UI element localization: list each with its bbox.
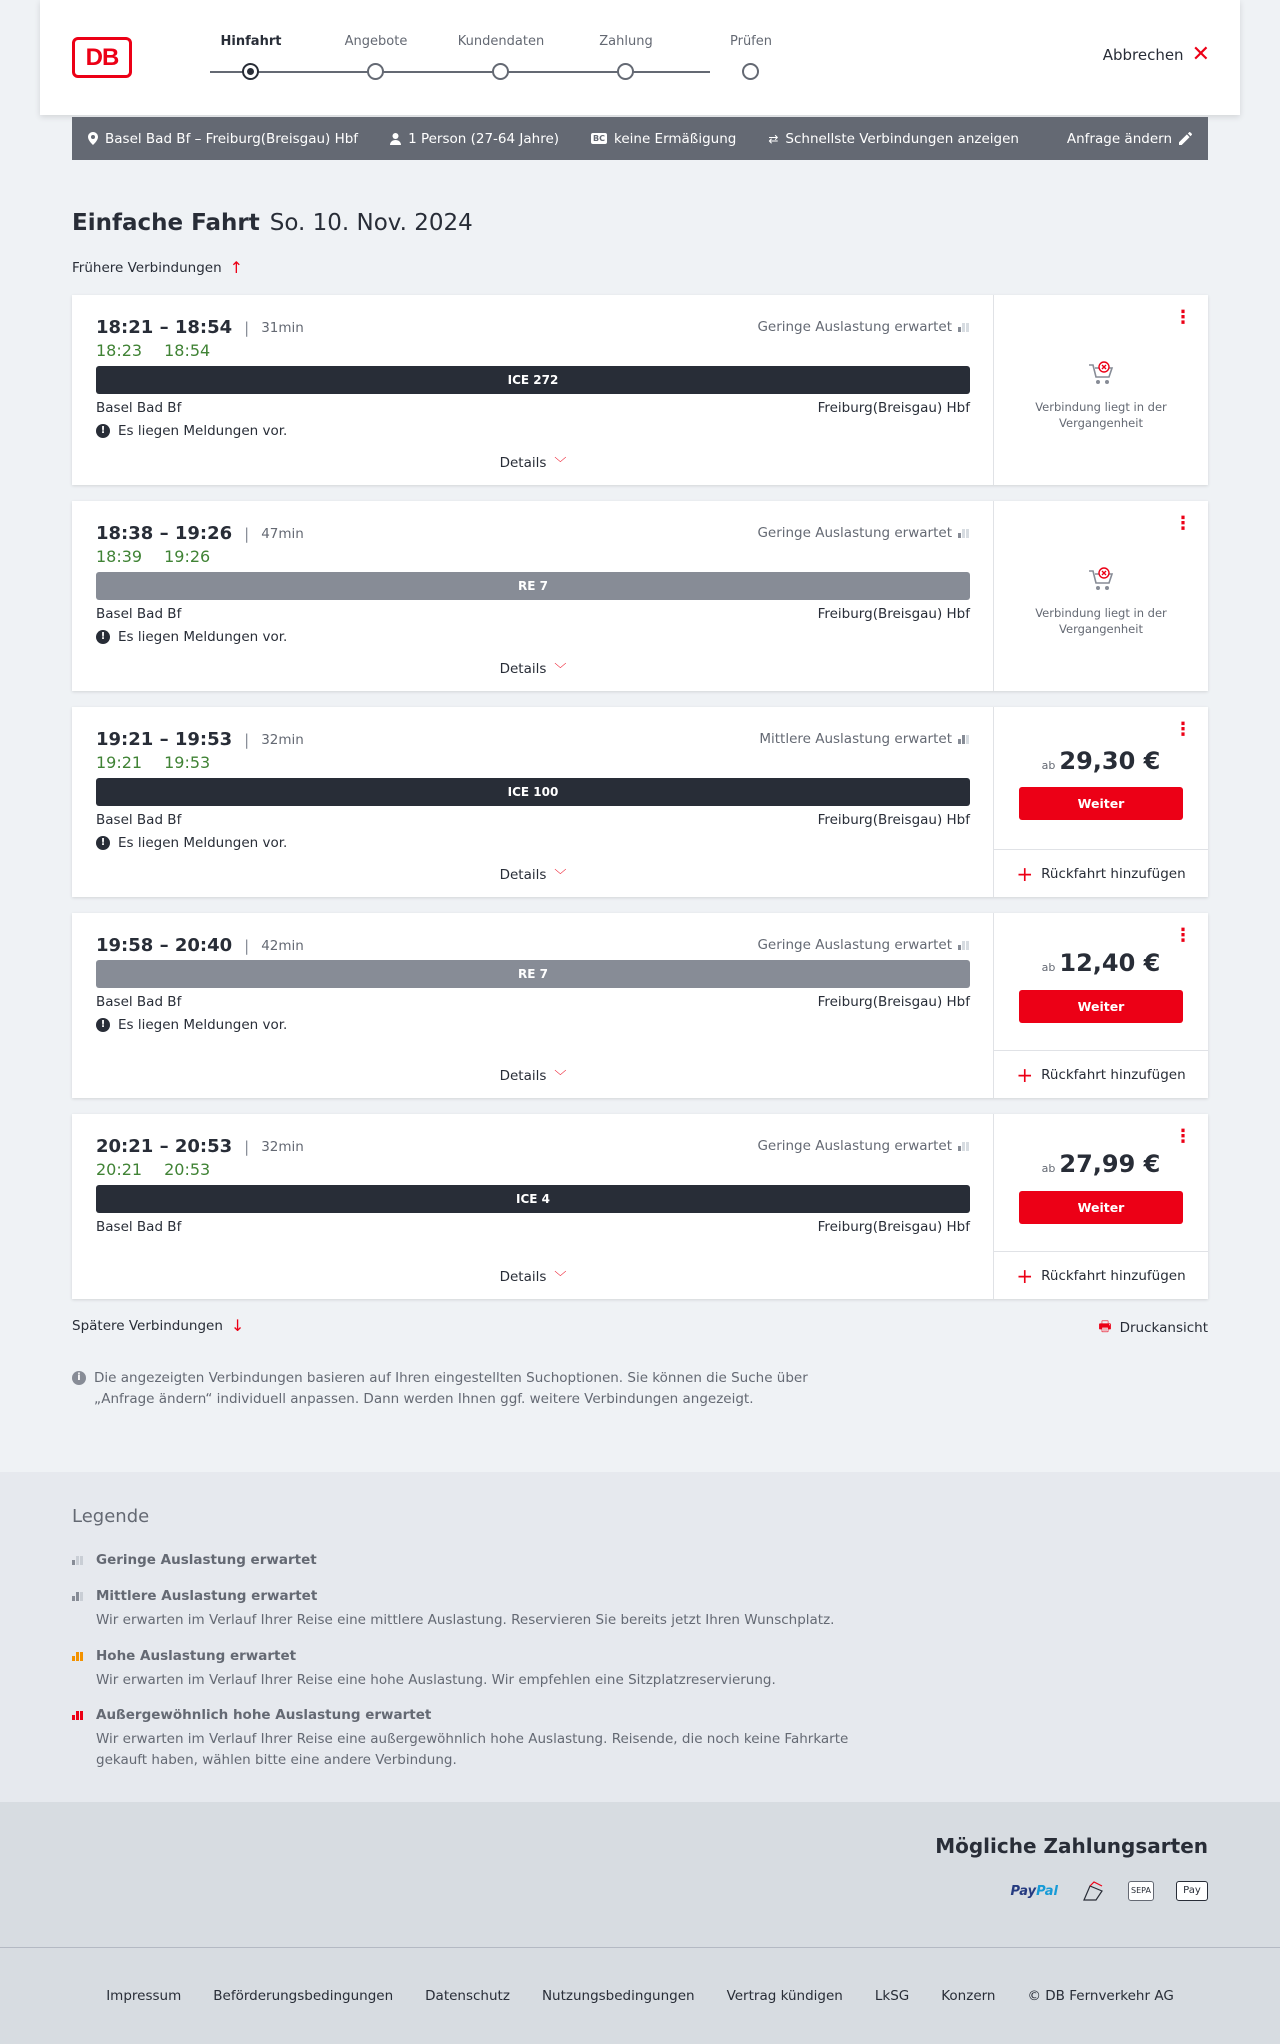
departure-station: Basel Bad Bf <box>96 606 182 622</box>
step-label: Angebote <box>344 34 408 49</box>
payment-methods <box>0 1802 1280 1948</box>
edit-request-button[interactable] <box>1067 131 1192 147</box>
chevron-down-icon: ﹀ <box>554 456 567 470</box>
occupancy-low-icon <box>958 529 969 538</box>
notice-text: Es liegen Meldungen vor. <box>118 1017 288 1033</box>
legend-item-desc: Wir erwarten im Verlauf Ihrer Reise eine mittlere Auslastung. Reservieren Sie bereits jetzt Ihren Wunschplatz. <box>96 1612 835 1628</box>
occupancy-indicator <box>759 731 969 747</box>
sepa-icon: SEPA <box>1128 1881 1154 1901</box>
later-label: Spätere Verbindungen <box>72 1317 223 1334</box>
more-options-icon[interactable]: ⋮ <box>1174 925 1192 946</box>
stations <box>96 606 970 622</box>
details-toggle[interactable] <box>72 1268 994 1285</box>
swap-arrows-icon: ⇄ <box>768 131 779 146</box>
step-circle-active <box>242 63 259 80</box>
site-footer <box>0 1948 1280 2044</box>
occupancy-medium-icon <box>72 1592 88 1601</box>
alert-icon: ! <box>96 1018 110 1032</box>
payment-icons <box>1011 1880 1208 1902</box>
plus-icon: + <box>1016 861 1034 886</box>
earlier-label: Frühere Verbindungen <box>72 259 222 276</box>
step-label: Zahlung <box>599 34 653 49</box>
legend-item <box>72 1588 856 1631</box>
footer-link-datenschutz[interactable]: Datenschutz <box>425 1988 510 2004</box>
edit-request-label: Anfrage ändern <box>1066 130 1172 147</box>
arrow-down-icon: ↓ <box>230 1316 245 1335</box>
connection-card <box>72 295 1208 485</box>
notice-message <box>96 835 287 851</box>
past-connection-notice <box>994 565 1208 637</box>
realtime-times <box>96 1160 210 1179</box>
footer-link-konzern[interactable]: Konzern <box>941 1988 996 2004</box>
chevron-down-icon: ﹀ <box>554 1270 567 1284</box>
planned-times: 18:38 – 19:26 <box>96 523 233 544</box>
legend-item-title: Außergewöhnlich hohe Auslastung erwartet <box>96 1707 432 1723</box>
payment-title: Mögliche Zahlungsarten <box>935 1834 1208 1858</box>
paypal-icon <box>1011 1884 1058 1899</box>
offer-panel <box>994 707 1208 897</box>
price-value: 12,40 € <box>1059 949 1161 977</box>
info-text: Die angezeigten Verbindungen basieren auf Ihren eingestellten Suchoptionen. Sie können die Suche über „Anfrage ändern“ individuell anpassen. Dann werden Ihnen ggf. weitere Verbindungen angezeigt. <box>94 1370 808 1407</box>
price-value: 27,99 € <box>1059 1150 1161 1178</box>
step-circle <box>492 63 509 80</box>
paypal-word-b: Pal <box>1036 1883 1058 1899</box>
connection-times <box>96 1136 304 1157</box>
details-toggle[interactable] <box>72 1067 994 1084</box>
connection-times <box>96 523 304 544</box>
train-bar[interactable]: ICE 100 <box>96 778 970 806</box>
summary-travellers <box>390 131 559 147</box>
add-return-label: Rückfahrt hinzufügen <box>1041 1267 1186 1284</box>
more-options-icon[interactable]: ⋮ <box>1174 719 1192 740</box>
legend-item <box>72 1707 856 1771</box>
departure-station: Basel Bad Bf <box>96 400 182 416</box>
footer-link-nutzungsbedingungen[interactable]: Nutzungsbedingungen <box>541 1988 695 2004</box>
connection-details <box>72 295 994 485</box>
realtime-departure: 18:23 <box>96 341 143 360</box>
separator: | <box>244 1137 250 1156</box>
footer-link-befoerderungsbedingungen[interactable]: Beförderungsbedingungen <box>213 1988 394 2004</box>
notice-message <box>96 1017 287 1033</box>
bahncard-icon: BC <box>593 134 605 143</box>
legend-section <box>0 1472 1280 1802</box>
details-toggle[interactable] <box>72 660 994 677</box>
chevron-down-icon: ﹀ <box>554 1069 567 1083</box>
notice-text: Es liegen Meldungen vor. <box>118 423 288 439</box>
connection-card <box>72 707 1208 897</box>
add-return-label: Rückfahrt hinzufügen <box>1041 1066 1186 1083</box>
continue-button[interactable]: Weiter <box>1019 990 1183 1023</box>
stepper-line <box>210 71 710 73</box>
travellers-text: 1 Person (27-64 Jahre) <box>408 130 560 147</box>
legend-item-desc: Wir erwarten im Verlauf Ihrer Reise eine hohe Auslastung. Wir empfehlen eine Sitzplatzreservierung. <box>96 1672 776 1688</box>
occupancy-low-icon <box>958 323 969 332</box>
step-circle <box>617 63 634 80</box>
duration: 42min <box>261 937 304 954</box>
occupancy-high-icon <box>72 1652 88 1661</box>
arrival-station: Freiburg(Breisgau) Hbf <box>817 400 970 416</box>
location-pin-icon <box>88 132 98 145</box>
price <box>994 949 1208 977</box>
separator: | <box>244 936 250 955</box>
add-return-button[interactable] <box>994 849 1208 897</box>
occupancy-indicator <box>757 319 969 335</box>
details-label: Details <box>499 661 547 677</box>
realtime-times <box>96 341 210 360</box>
occupancy-low-icon <box>958 941 969 950</box>
legend-item <box>72 1552 317 1568</box>
step-angebote <box>316 34 436 54</box>
details-label: Details <box>499 1068 547 1084</box>
continue-button[interactable]: Weiter <box>1019 787 1183 820</box>
notice-message <box>96 629 287 645</box>
print-view-link[interactable] <box>1098 1316 1208 1340</box>
separator: | <box>244 318 250 337</box>
person-icon <box>390 133 401 145</box>
booking-header <box>40 0 1240 115</box>
connection-details <box>72 1114 994 1299</box>
continue-button[interactable]: Weiter <box>1019 1191 1183 1224</box>
close-icon: ✕ <box>1191 42 1210 67</box>
realtime-departure: 20:21 <box>96 1160 143 1179</box>
duration: 32min <box>261 1138 304 1155</box>
arrival-station: Freiburg(Breisgau) Hbf <box>817 1219 970 1235</box>
details-label: Details <box>499 1269 547 1285</box>
occupancy-indicator <box>757 525 969 541</box>
occupancy-low-icon <box>72 1556 88 1565</box>
realtime-arrival: 18:54 <box>164 341 211 360</box>
plus-icon: + <box>1016 1062 1034 1087</box>
train-bar[interactable]: ICE 4 <box>96 1185 970 1213</box>
duration: 31min <box>261 319 304 336</box>
info-icon: i <box>72 1371 86 1385</box>
summary-discount <box>591 131 736 147</box>
arrow-up-icon: ↑ <box>229 258 244 277</box>
departure-station: Basel Bad Bf <box>96 994 182 1010</box>
departure-station: Basel Bad Bf <box>96 1219 182 1235</box>
legend-item-title: Geringe Auslastung erwartet <box>96 1552 317 1568</box>
occupancy-text: Geringe Auslastung erwartet <box>757 937 952 953</box>
past-connection-notice <box>994 359 1208 431</box>
offer-panel <box>994 1114 1208 1299</box>
price <box>994 747 1208 775</box>
details-label: Details <box>499 455 547 471</box>
separator: | <box>244 524 250 543</box>
connection-card <box>72 1114 1208 1299</box>
more-options-icon[interactable]: ⋮ <box>1174 1126 1192 1147</box>
copyright: © DB Fernverkehr AG <box>1027 1988 1174 2004</box>
apple-pay-icon: Pay <box>1176 1881 1208 1901</box>
discount-text: keine Ermäßigung <box>614 130 737 147</box>
printer-icon: 🖶 <box>1098 1319 1112 1335</box>
alert-icon: ! <box>96 836 110 850</box>
step-label: Kundendaten <box>457 34 545 49</box>
more-options-icon[interactable]: ⋮ <box>1174 307 1192 328</box>
step-hinfahrt <box>191 34 311 54</box>
connection-details <box>72 501 994 691</box>
search-info-note <box>72 1368 852 1410</box>
cancel-label: Abbrechen <box>1102 46 1184 64</box>
details-toggle[interactable] <box>72 866 994 883</box>
realtime-arrival: 20:53 <box>164 1160 211 1179</box>
price-from-label: ab <box>1041 759 1056 772</box>
db-logo[interactable]: DB <box>72 37 132 78</box>
arrival-station: Freiburg(Breisgau) Hbf <box>817 606 970 622</box>
add-return-button[interactable] <box>994 1251 1208 1299</box>
occupancy-text: Geringe Auslastung erwartet <box>757 1138 952 1154</box>
connection-times <box>96 317 304 338</box>
add-return-label: Rückfahrt hinzufügen <box>1041 865 1186 882</box>
credit-card-icon <box>1080 1880 1106 1902</box>
realtime-departure: 19:21 <box>96 753 143 772</box>
realtime-times <box>96 753 210 772</box>
route-text: Basel Bad Bf – Freiburg(Breisgau) Hbf <box>105 130 359 147</box>
legend-item-title: Hohe Auslastung erwartet <box>96 1648 297 1664</box>
trip-date: So. 10. Nov. 2024 <box>269 210 473 236</box>
price-from-label: ab <box>1041 1162 1056 1175</box>
offer-panel <box>994 913 1208 1098</box>
page-title <box>72 210 473 236</box>
occupancy-text: Mittlere Auslastung erwartet <box>759 731 952 747</box>
connection-card <box>72 501 1208 691</box>
cart-unavailable-icon <box>1086 359 1116 389</box>
arrival-station: Freiburg(Breisgau) Hbf <box>817 812 970 828</box>
add-return-button[interactable] <box>994 1050 1208 1098</box>
connection-times <box>96 935 304 956</box>
later-connections-link[interactable] <box>72 1316 244 1335</box>
legend-title: Legende <box>72 1506 150 1527</box>
planned-times: 20:21 – 20:53 <box>96 1136 233 1157</box>
offer-panel <box>994 295 1208 485</box>
stations <box>96 812 970 828</box>
legend-item-desc: Wir erwarten im Verlauf Ihrer Reise eine außergewöhnlich hohe Auslastung. Reisende, die noch keine Fahrkarte gekauft haben, wählen bitte eine andere Verbindung. <box>96 1731 849 1768</box>
step-zahlung <box>566 34 686 54</box>
notice-text: Es liegen Meldungen vor. <box>118 835 288 851</box>
separator: | <box>244 730 250 749</box>
legend-item-title: Mittlere Auslastung erwartet <box>96 1588 318 1604</box>
past-text: Verbindung liegt in der Vergangenheit <box>1035 606 1167 636</box>
plus-icon: + <box>1016 1263 1034 1288</box>
footer-link-vertrag-kuendigen[interactable]: Vertrag kündigen <box>726 1988 843 2004</box>
stations <box>96 994 970 1010</box>
footer-link-lksg[interactable]: LkSG <box>874 1988 910 2004</box>
connection-details <box>72 707 994 897</box>
occupancy-indicator <box>757 937 969 953</box>
details-toggle[interactable] <box>72 454 994 471</box>
details-label: Details <box>499 867 547 883</box>
occupancy-text: Geringe Auslastung erwartet <box>757 319 952 335</box>
more-options-icon[interactable]: ⋮ <box>1174 513 1192 534</box>
notice-message <box>96 423 287 439</box>
departure-station: Basel Bad Bf <box>96 812 182 828</box>
past-text: Verbindung liegt in der Vergangenheit <box>1035 400 1167 430</box>
offer-panel <box>994 501 1208 691</box>
connection-times <box>96 729 304 750</box>
stations <box>96 400 970 416</box>
step-kundendaten <box>441 34 561 54</box>
arrival-station: Freiburg(Breisgau) Hbf <box>817 994 970 1010</box>
alert-icon: ! <box>96 424 110 438</box>
connection-details <box>72 913 994 1098</box>
planned-times: 19:21 – 19:53 <box>96 729 233 750</box>
trip-type: Einfache Fahrt <box>72 210 260 236</box>
realtime-arrival: 19:53 <box>164 753 211 772</box>
occupancy-indicator <box>757 1138 969 1154</box>
step-circle <box>367 63 384 80</box>
planned-times: 18:21 – 18:54 <box>96 317 233 338</box>
print-label: Druckansicht <box>1119 1320 1208 1336</box>
chevron-down-icon: ﹀ <box>554 662 567 676</box>
planned-times: 19:58 – 20:40 <box>96 935 233 956</box>
price <box>994 1150 1208 1178</box>
duration: 32min <box>261 731 304 748</box>
step-label: Hinfahrt <box>220 34 282 49</box>
connection-card <box>72 913 1208 1098</box>
search-summary-bar <box>72 117 1208 160</box>
notice-text: Es liegen Meldungen vor. <box>118 629 288 645</box>
summary-route <box>88 131 358 147</box>
occupancy-medium-icon <box>958 735 969 744</box>
train-bar[interactable]: ICE 272 <box>96 366 970 394</box>
legend-item <box>72 1648 856 1691</box>
step-label: Prüfen <box>729 34 772 49</box>
price-value: 29,30 € <box>1059 747 1161 775</box>
alert-icon: ! <box>96 630 110 644</box>
realtime-departure: 18:39 <box>96 547 143 566</box>
pencil-icon <box>1179 132 1192 145</box>
earlier-connections-link[interactable] <box>72 258 243 277</box>
progress-stepper <box>180 34 780 84</box>
realtime-arrival: 19:26 <box>164 547 211 566</box>
stations <box>96 1219 970 1235</box>
occupancy-text: Geringe Auslastung erwartet <box>757 525 952 541</box>
occupancy-exceptional-icon <box>72 1711 88 1720</box>
cancel-button[interactable] <box>1102 42 1210 67</box>
price-from-label: ab <box>1041 961 1056 974</box>
realtime-times <box>96 547 210 566</box>
train-bar[interactable]: RE 7 <box>96 572 970 600</box>
occupancy-low-icon <box>958 1142 969 1151</box>
chevron-down-icon: ﹀ <box>554 868 567 882</box>
duration: 47min <box>261 525 304 542</box>
cart-unavailable-icon <box>1086 565 1116 595</box>
fastest-text: Schnellste Verbindungen anzeigen <box>785 130 1019 147</box>
paypal-word-a: Pay <box>1010 1883 1037 1899</box>
summary-fastest <box>768 131 1019 147</box>
step-pruefen <box>691 34 811 54</box>
train-bar[interactable]: RE 7 <box>96 960 970 988</box>
step-circle <box>742 63 759 80</box>
footer-link-impressum[interactable]: Impressum <box>106 1988 182 2004</box>
